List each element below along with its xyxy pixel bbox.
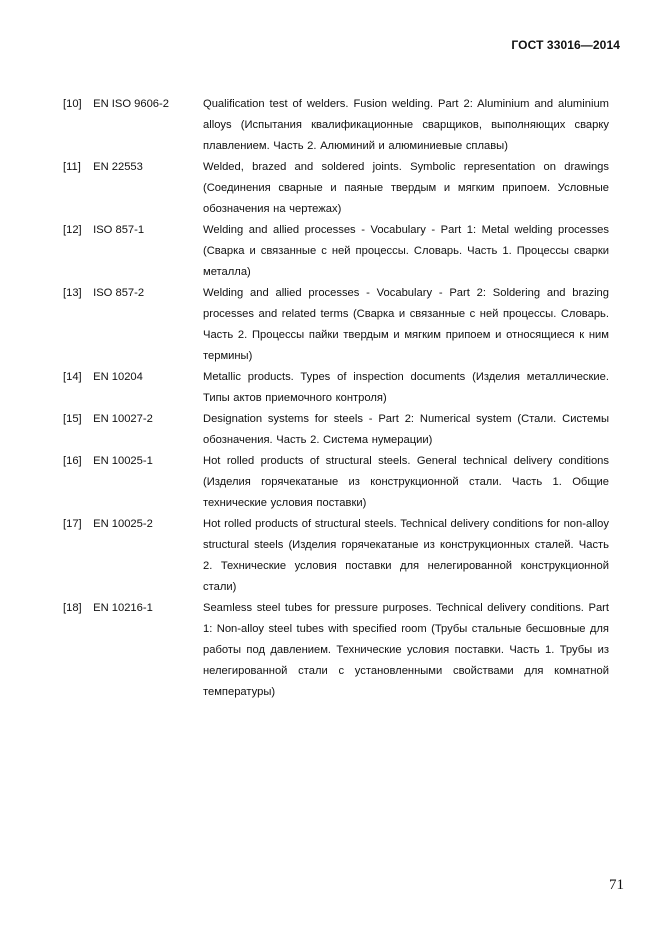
- reference-number: [10]: [63, 98, 82, 110]
- reference-number: [17]: [63, 518, 82, 530]
- reference-list: [63, 94, 609, 703]
- reference-id: [63, 451, 203, 472]
- reference-code: EN ISO 9606-2: [93, 98, 169, 110]
- reference-code: EN 10216-1: [93, 602, 153, 614]
- reference-item: [63, 409, 609, 451]
- reference-id: [63, 514, 203, 535]
- reference-code: ISO 857-2: [93, 287, 145, 299]
- reference-item: [63, 367, 609, 409]
- page-number: 71: [609, 877, 624, 893]
- reference-title: Metallic products. Types of inspection documents (Изделия металлические. Типы актов приемочного контроля): [203, 371, 609, 404]
- reference-id: [63, 283, 203, 304]
- reference-item: [63, 220, 609, 283]
- reference-id: [63, 367, 203, 388]
- reference-code: ISO 857-1: [93, 224, 145, 236]
- reference-title: Hot rolled products of structural steels. Technical delivery conditions for non-alloy structural steels (Изделия горячекатаные из конструкционных сталей. Часть 2. Технические условия поставки для нелегированной конструкционной стали): [203, 518, 609, 593]
- reference-id: [63, 157, 203, 178]
- reference-title: Welding and allied processes - Vocabulary - Part 1: Metal welding processes (Сварка и связанные с ней процессы. Словарь. Часть 1. Процессы сварки металла): [203, 224, 609, 278]
- reference-code: EN 10027-2: [93, 413, 153, 425]
- reference-id: [63, 94, 203, 115]
- reference-title: Qualification test of welders. Fusion welding. Part 2: Aluminium and aluminium alloys (Испытания квалификационные сварщиков, выполняющих сварку плавлением. Часть 2. Алюминий и алюминиевые сплавы): [203, 98, 609, 152]
- reference-number: [14]: [63, 371, 82, 383]
- reference-item: [63, 283, 609, 367]
- reference-title: Welding and allied processes - Vocabulary - Part 2: Soldering and brazing processes and related terms (Сварка и связанные с ней процессы. Словарь. Часть 2. Процессы пайки твердым и мягким припоем и относящиеся к ним термины): [203, 287, 609, 362]
- reference-number: [11]: [63, 161, 81, 173]
- reference-number: [12]: [63, 224, 82, 236]
- reference-title: Seamless steel tubes for pressure purposes. Technical delivery conditions. Part 1: Non-alloy steel tubes with specified room (Трубы стальные бесшовные для работы под давлением. Технические условия поставки. Часть 1. Трубы из нелегированной стали с установленными свойствами для комнатной температуры): [203, 602, 609, 698]
- reference-code: EN 22553: [93, 161, 143, 173]
- reference-item: [63, 94, 609, 157]
- reference-id: [63, 409, 203, 430]
- reference-number: [13]: [63, 287, 82, 299]
- reference-code: EN 10025-1: [93, 455, 153, 467]
- reference-code: EN 10204: [93, 371, 143, 383]
- reference-code: EN 10025-2: [93, 518, 153, 530]
- reference-item: [63, 451, 609, 514]
- reference-item: [63, 598, 609, 703]
- reference-title: Hot rolled products of structural steels. General technical delivery conditions (Изделия горячекатаные из конструкционной стали. Часть 1. Общие технические условия поставки): [203, 455, 609, 509]
- reference-id: [63, 598, 203, 619]
- reference-title: Designation systems for steels - Part 2: Numerical system (Стали. Системы обозначения. Часть 2. Система нумерации): [203, 413, 609, 446]
- reference-title: Welded, brazed and soldered joints. Symbolic representation on drawings (Соединения сварные и паяные твердым и мягким припоем. Условные обозначения на чертежах): [203, 161, 609, 215]
- reference-number: [16]: [63, 455, 82, 467]
- reference-id: [63, 220, 203, 241]
- reference-number: [15]: [63, 413, 82, 425]
- reference-item: [63, 514, 609, 598]
- reference-item: [63, 157, 609, 220]
- reference-number: [18]: [63, 602, 82, 614]
- standard-header: ГОСТ 33016—2014: [511, 38, 620, 52]
